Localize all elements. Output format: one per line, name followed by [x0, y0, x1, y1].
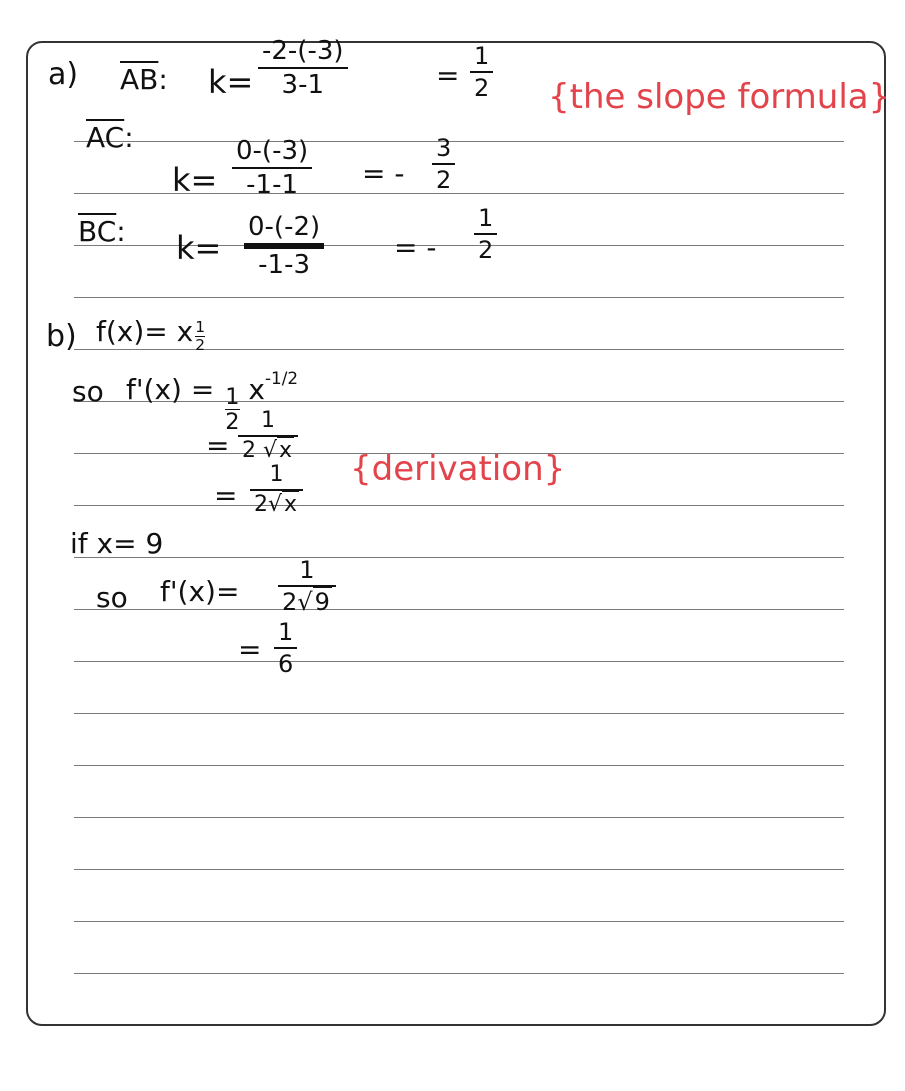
so-word: so	[72, 375, 104, 408]
ab-result-num: 1	[474, 42, 490, 70]
bc-denominator: -1-3	[258, 250, 310, 280]
fraction-bar	[232, 167, 312, 169]
final-den: 6	[278, 650, 294, 678]
ab-colon: :	[158, 63, 168, 96]
bc-result-num: 1	[478, 204, 494, 232]
step3-equals: =	[214, 479, 238, 512]
ab-segment-label: $\overline{AB}$	[120, 63, 159, 96]
fraction-bar	[258, 67, 348, 69]
fraction-bar	[470, 71, 493, 73]
ac-segment-label: $\overline{AC}$	[86, 121, 125, 154]
sub-root: 9	[314, 588, 330, 616]
ruled-line	[74, 609, 844, 610]
ab-denominator: 3-1	[281, 70, 324, 100]
fraction-bar	[432, 163, 455, 165]
part-b-label: b)	[46, 319, 77, 354]
ac-slope-fraction	[232, 138, 312, 198]
derivative-exponent: -1/2	[264, 368, 299, 388]
fraction-bar	[474, 233, 497, 235]
ruled-line	[74, 661, 844, 662]
so-word-2: so	[96, 581, 128, 614]
ruled-line	[74, 973, 844, 974]
step2-num: 1	[261, 408, 276, 433]
ab-segment	[120, 63, 168, 96]
step3-den-two: 2	[254, 492, 268, 517]
bc-result-den: 2	[478, 236, 494, 264]
substitution-fraction	[278, 558, 336, 614]
step3-num: 1	[269, 462, 284, 487]
ac-numerator: 0-(-3)	[236, 136, 309, 166]
ac-result-fraction	[432, 136, 455, 192]
ab-k-label: k=	[208, 63, 254, 101]
ac-segment	[86, 121, 134, 154]
fx-exp-den: 2	[195, 336, 206, 355]
bc-segment-label: $\overline{BC}$	[78, 215, 117, 248]
ac-denominator: -1-1	[246, 170, 298, 200]
bc-numerator: 0-(-2)	[248, 212, 321, 242]
bc-segment	[78, 215, 126, 248]
ruled-line	[74, 921, 844, 922]
ruled-line	[74, 557, 844, 558]
ac-colon: :	[124, 121, 134, 154]
coef-num: 1	[225, 383, 240, 410]
step3-fraction	[250, 464, 303, 516]
derivative-lhs: f'(x) =	[126, 373, 215, 407]
bc-result-fraction	[474, 206, 497, 262]
bc-colon: :	[116, 215, 126, 248]
ruled-line	[74, 297, 844, 298]
bc-slope-fraction	[244, 214, 324, 278]
ruled-line	[74, 817, 844, 818]
final-num: 1	[278, 618, 294, 646]
ac-equals: = -	[362, 157, 405, 190]
function-definition	[96, 315, 206, 355]
derivation-note: {derivation}	[350, 449, 566, 489]
ab-result-fraction	[470, 44, 493, 100]
fx-exp-num: 1	[195, 317, 206, 336]
ab-result-den: 2	[474, 74, 490, 102]
ab-numerator: -2-(-3)	[262, 36, 344, 66]
step2-root: x	[279, 438, 293, 463]
ruled-line	[74, 505, 844, 506]
sub-num: 1	[299, 556, 315, 584]
derivative-x: x	[248, 373, 265, 407]
ruled-line	[74, 869, 844, 870]
step2-fraction	[238, 410, 298, 462]
final-fraction	[274, 620, 297, 676]
fx-exponent	[195, 317, 206, 355]
sub-den: 2√9	[282, 588, 330, 616]
step2-den-two: 2	[242, 438, 256, 463]
ab-equals: =	[436, 59, 460, 92]
bc-equals: = -	[394, 231, 437, 264]
ruled-line	[74, 713, 844, 714]
fx-lhs: f(x)= x	[96, 315, 194, 348]
ab-slope-fraction	[258, 38, 348, 98]
ac-result-den: 2	[436, 166, 452, 194]
sub-den-two: 2	[282, 588, 298, 616]
slope-formula-note: {the slope formula}	[548, 77, 891, 117]
derivative-lhs-2: f'(x)=	[160, 575, 240, 608]
step3-den: 2√x	[254, 492, 298, 517]
bc-k-label: k=	[176, 229, 222, 267]
step3-root: x	[284, 492, 298, 517]
ruled-line	[74, 141, 844, 142]
coef-den: 2	[225, 408, 240, 435]
ac-result-num: 3	[436, 134, 452, 162]
step2-equals: =	[206, 429, 230, 462]
ruled-line	[74, 765, 844, 766]
fraction-bar	[244, 243, 324, 249]
ac-k-label: k=	[172, 161, 218, 199]
step2-den: 2 √x	[242, 438, 293, 463]
fraction-bar	[274, 647, 297, 649]
final-equals: =	[238, 633, 262, 666]
part-a-label: a)	[48, 57, 79, 92]
if-condition: if x= 9	[70, 527, 164, 560]
